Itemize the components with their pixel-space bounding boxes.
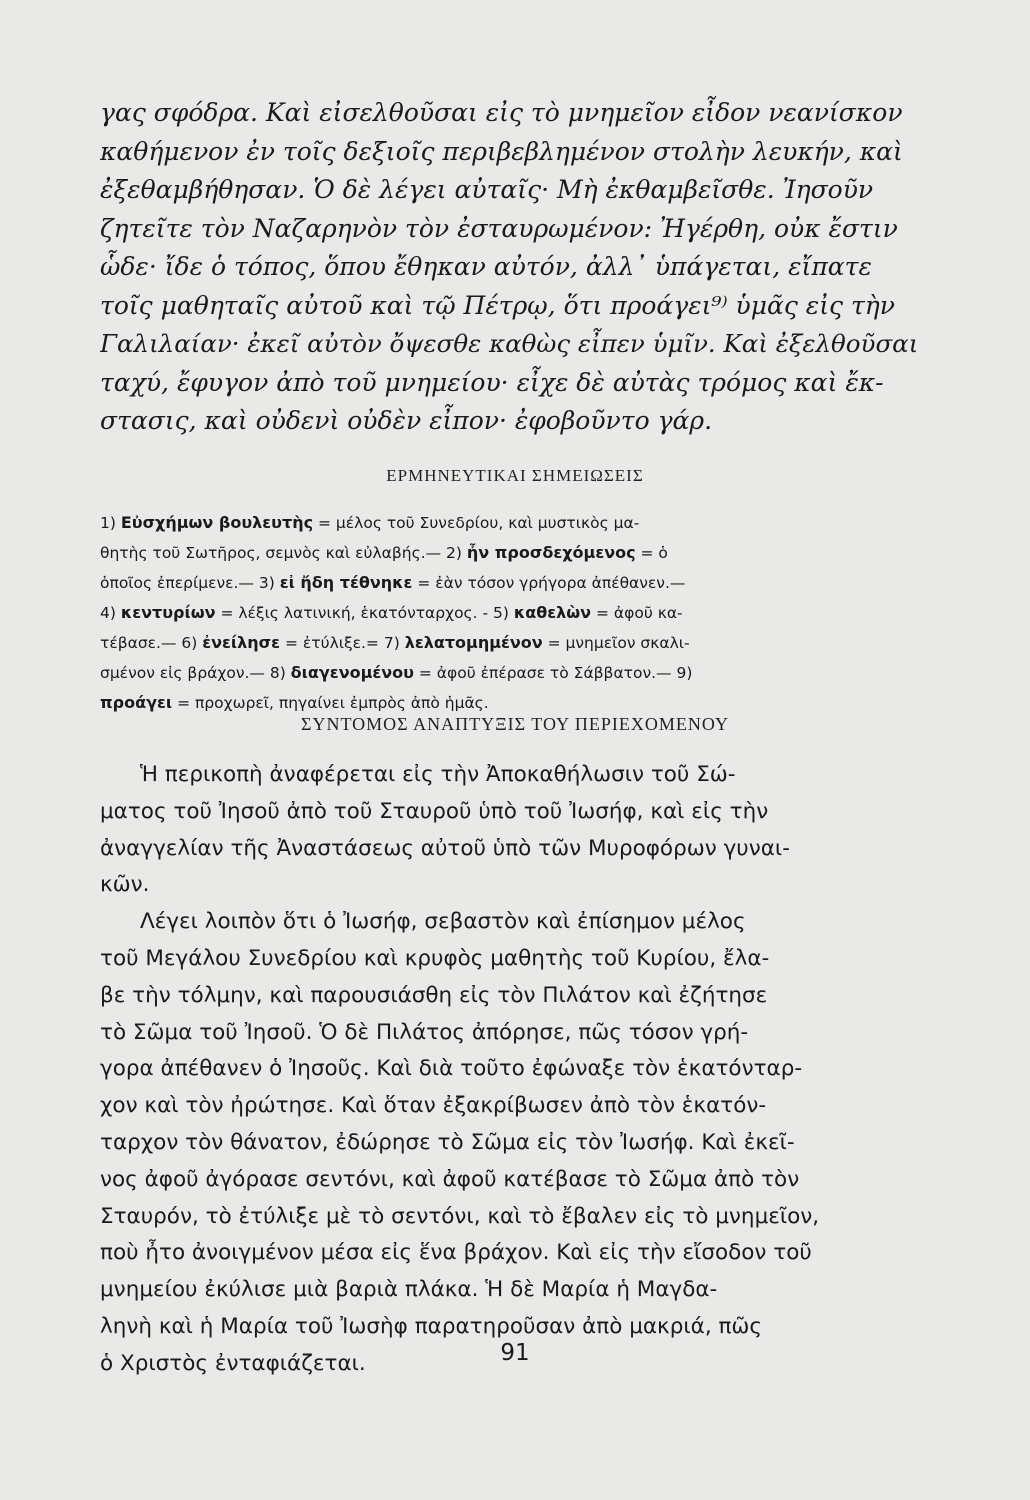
scripture-line: Γαλιλαίαν· ἐκεῖ αὐτὸν ὄψεσθε καθὼς εἶπεν ὑμῖν. Καὶ ἐξελθοῦσαι — [100, 329, 919, 358]
note-term: καθελὼν — [513, 603, 592, 622]
note-line — [100, 658, 930, 688]
note-line — [100, 628, 930, 658]
note-term: Εὐσχήμων βουλευτὴς — [120, 513, 314, 532]
note-line — [100, 508, 930, 538]
note-text: = ἐὰν τόσον γρήγορα ἀπέθανεν.— — [412, 574, 686, 592]
summary-line: χον καὶ τὸν ἠρώτησε. Καὶ ὅταν ἐξακρίβωσεν ἀπὸ τὸν ἑκατόν- — [100, 1093, 767, 1119]
note-text: = ἐτύλιξε.= 7) — [280, 634, 405, 652]
summary-line: μνημείου ἐκύλισε μιὰ βαριὰ πλάκα. Ἡ δὲ Μαρία ἡ Μαγδα- — [100, 1277, 718, 1303]
note-term: κεντυρίων — [120, 603, 216, 622]
scripture-passage — [100, 94, 930, 441]
note-line — [100, 598, 930, 628]
note-text: = λέξις λατινική, ἑκατόνταρχος. - 5) — [215, 604, 514, 622]
summary-line: Λέγει λοιπὸν ὅτι ὁ Ἰωσήφ, σεβαστὸν καὶ ἐπίσημον μέλος — [140, 909, 746, 935]
note-term: λελατομημένον — [404, 633, 543, 652]
note-text: ὁποῖος ἐπερίμενε.— 3) — [100, 574, 280, 592]
note-text: = ἀφοῦ ἐπέρασε τὸ Σάββατον.— 9) — [413, 664, 693, 682]
summary-line: ταρχον τὸν θάνατον, ἐδώρησε τὸ Σῶμα εἰς τὸν Ἰωσήφ. Καὶ ἐκεῖ- — [100, 1129, 795, 1155]
content-summary — [100, 757, 930, 1383]
scripture-line: καθήμενον ἐν τοῖς δεξιοῖς περιβεβλημένον στολὴν λευκήν, καὶ — [100, 136, 903, 166]
note-text: = ὁ — [635, 544, 668, 562]
note-line — [100, 568, 930, 598]
summary-line: ληνὴ καὶ ἡ Μαρία τοῦ Ἰωσὴφ παρατηροῦσαν ἀπὸ μακριά, πῶς — [100, 1313, 763, 1339]
note-term: ἦν προσδεχόμενος — [466, 543, 636, 562]
note-text: = ἀφοῦ κα- — [591, 604, 683, 622]
summary-line: γορα ἀπέθανεν ὁ Ἰησοῦς. Καὶ διὰ τοῦτο ἐφώναξε τὸν ἑκατόνταρ- — [100, 1056, 803, 1082]
note-text: σμένον εἰς βράχον.— 8) — [100, 664, 291, 682]
scripture-line: ἐξεθαμβήθησαν. Ὁ δὲ λέγει αὐταῖς· Μὴ ἐκθαμβεῖσθε. Ἰησοῦν — [100, 175, 874, 204]
note-term: διαγενομένου — [290, 663, 414, 682]
summary-heading: ΣΥΝΤΟΜΟΣ ΑΝΑΠΤΥΞΙΣ ΤΟΥ ΠΕΡΙΕΧΟΜΕΝΟΥ — [300, 714, 730, 734]
summary-line: τὸ Σῶμα τοῦ Ἰησοῦ. Ὁ δὲ Πιλάτος ἀπόρησε, πῶς τόσον γρή- — [100, 1019, 749, 1045]
note-term: ἐνείλησε — [202, 633, 281, 652]
summary-line: ἀναγγελίαν τῆς Ἀναστάσεως αὐτοῦ ὑπὸ τῶν Μυροφόρων γυναι- — [100, 835, 790, 861]
note-line — [100, 538, 930, 568]
note-text: = μέλος τοῦ Συνεδρίου, καὶ μυστικὸς μα- — [313, 514, 640, 532]
scripture-line: στασις, καὶ οὐδενὶ οὐδὲν εἶπον· ἐφοβοῦντο γάρ. — [100, 406, 713, 435]
summary-line: βε τὴν τόλμην, καὶ παρουσιάσθη εἰς τὸν Πιλάτον καὶ ἐζήτησε — [100, 982, 768, 1008]
notes-heading: ΕΡΜΗΝΕΥΤΙΚΑΙ ΣΗΜΕΙΩΣΕΙΣ — [386, 466, 644, 485]
summary-line: τοῦ Μεγάλου Συνεδρίου καὶ κρυφὸς μαθητὴς τοῦ Κυρίου, ἔλα- — [100, 945, 770, 971]
summary-line: ματος τοῦ Ἰησοῦ ἀπὸ τοῦ Σταυροῦ ὑπὸ τοῦ Ἰωσήφ, καὶ εἰς τὴν — [100, 798, 769, 824]
note-text: = μνημεῖον σκαλι- — [542, 634, 690, 652]
summary-line: νος ἀφοῦ ἀγόρασε σεντόνι, καὶ ἀφοῦ κατέβασε τὸ Σῶμα ἀπὸ τὸν — [100, 1166, 800, 1192]
summary-line: κῶν. — [100, 872, 150, 898]
scripture-line: ὧδε· ἴδε ὁ τόπος, ὅπου ἔθηκαν αὐτόν, ἀλλ᾽ ὑπάγεται, εἴπατε — [100, 252, 872, 281]
scripture-line: τοῖς μαθηταῖς αὐτοῦ καὶ τῷ Πέτρῳ, ὅτι προάγει⁹⁾ ὑμᾶς εἰς τὴν — [100, 290, 895, 320]
note-text: θητὴς τοῦ Σωτῆρος, σεμνὸς καὶ εὐλαβής.— 2) — [100, 544, 467, 562]
note-text: 4) — [100, 604, 121, 622]
note-text: 1) — [100, 514, 121, 532]
page-number: 91 — [500, 1340, 530, 1366]
scripture-line: ταχύ, ἔφυγον ἀπὸ τοῦ μνημείου· εἶχε δὲ αὐτὰς τρόμος καὶ ἔκ- — [100, 367, 884, 397]
summary-line: ὁ Χριστὸς ἐνταφιάζεται. — [100, 1350, 366, 1376]
explanatory-notes — [100, 508, 930, 718]
summary-line: ποὺ ἦτο ἀνοιγμένον μέσα εἰς ἕνα βράχον. Καὶ εἰς τὴν εἴσοδον τοῦ — [100, 1240, 812, 1266]
note-text: = προχωρεῖ, πηγαίνει ἐμπρὸς ἀπὸ ἡμᾶς. — [172, 694, 489, 712]
note-text: τέβασε.— 6) — [100, 634, 203, 652]
scripture-line: ζητεῖτε τὸν Ναζαρηνὸν τὸν ἐσταυρωμένον: Ἠγέρθη, οὐκ ἔστιν — [100, 213, 898, 243]
note-term: εἰ ἤδη τέθνηκε — [279, 573, 413, 592]
summary-line: Ἡ περικοπὴ ἀναφέρεται εἰς τὴν Ἀποκαθήλωσιν τοῦ Σώ- — [140, 762, 736, 787]
scripture-line: γας σφόδρα. Καὶ εἰσελθοῦσαι εἰς τὸ μνημεῖον εἶδον νεανίσκον — [100, 98, 903, 127]
note-term: προάγει — [100, 693, 173, 712]
summary-line: Σταυρόν, τὸ ἐτύλιξε μὲ τὸ σεντόνι, καὶ τὸ ἔβαλεν εἰς τὸ μνημεῖον, — [100, 1203, 820, 1229]
